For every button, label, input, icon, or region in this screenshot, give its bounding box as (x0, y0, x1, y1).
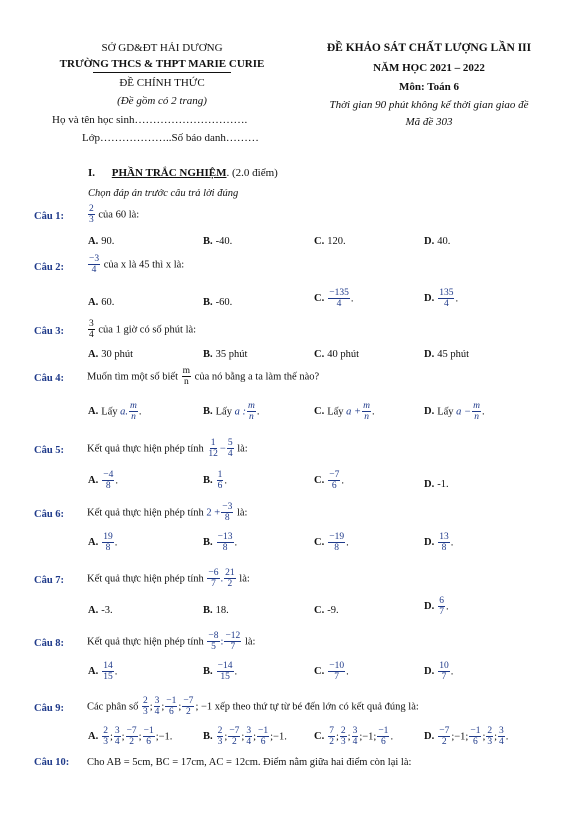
question-10-label: Câu 10: (34, 757, 70, 768)
section-title: PHẦN TRẮC NGHIỆM (111, 167, 227, 179)
exam-code: Mã đề 303 (405, 116, 453, 128)
q8-option-a[interactable]: A. $\frac{14}{15}$ . (88, 661, 118, 683)
q1-option-c[interactable]: C. 120. (314, 236, 346, 247)
q1-option-b[interactable]: B. -40. (203, 236, 233, 247)
fraction: $\frac{3}{4}$ (89, 319, 94, 341)
question-5-label: Câu 5: (34, 445, 65, 456)
q6-option-a[interactable]: A. $\frac{19}{8}$ . (88, 532, 118, 554)
q1-option-d[interactable]: D. 40. (424, 236, 451, 247)
q3-option-d[interactable]: D. 45 phút (424, 349, 470, 360)
question-5-text: Kết quả thực hiện phép tính $\frac{1}{12}$ − $\frac{5}{4}$ là: (87, 438, 248, 460)
school-underline (93, 72, 231, 73)
q2-option-a[interactable]: A. 60. (88, 297, 115, 308)
question-7-text: Kết quả thực hiện phép tính $\frac{-6}{7}$ . $\frac{21}{2}$ là: (87, 568, 250, 590)
question-8-text: Kết quả thực hiện phép tính $\frac{-8}{5}$ : $\frac{-12}{7}$ là: (87, 631, 256, 653)
q9-option-c[interactable]: C. $\frac{7}{2}$ ; $\frac{2}{3}$ ; $\frac{3}{4}$ ;−1; $\frac{-1}{6}$ . (314, 726, 394, 748)
department-name: SỞ GD&ĐT HẢI DƯƠNG (101, 42, 223, 54)
pages-note: (Đề gồm có 2 trang) (117, 95, 207, 107)
q4-option-b[interactable]: B. Lấy a : $\frac{m}{n}$ . (203, 401, 260, 423)
q7-option-c[interactable]: C. -9. (314, 605, 339, 616)
q6-option-c[interactable]: C. $\frac{-19}{8}$ . (314, 532, 349, 554)
q7-option-a[interactable]: A. -3. (88, 605, 113, 616)
subject: Môn: Toán 6 (399, 81, 459, 93)
q6-option-d[interactable]: D. $\frac{13}{8}$ . (424, 532, 454, 554)
q9-option-b[interactable]: B. $\frac{2}{3}$ ; $\frac{-7}{2}$ ; $\frac{3}{4}$ ; $\frac{-1}{6}$ ;−1. (203, 726, 287, 748)
question-7-label: Câu 7: (34, 575, 65, 586)
q2-option-b[interactable]: B. -60. (203, 297, 233, 308)
school-year: NĂM HỌC 2021 – 2022 (373, 62, 485, 74)
school-name: TRƯỜNG THCS & THPT MARIE CURIE (59, 58, 265, 70)
question-3-text (87, 319, 196, 341)
q5-option-b[interactable]: B. $\frac{1}{6}$ . (203, 470, 228, 492)
q4-option-c[interactable]: C. Lấy a + $\frac{m}{n}$ . (314, 401, 375, 423)
q3-option-c[interactable]: C. 40 phút (314, 349, 360, 360)
q5-option-a[interactable]: A. $\frac{-4}{8}$ . (88, 470, 118, 492)
q8-option-c[interactable]: C. $\frac{-10}{7}$ . (314, 661, 349, 683)
question-text: của x là 45 thì x là: (103, 259, 185, 271)
question-3-label: Câu 3: (34, 326, 65, 337)
q2-option-c[interactable]: C. $\frac{-135}{4}$ . (314, 288, 354, 310)
class-line: Lớp………………..Số báo danh……… (82, 132, 259, 144)
q9-option-d[interactable]: D. $\frac{-7}{2}$ ;−1; $\frac{-1}{6}$ ; $\frac{2}{3}$ ; $\frac{3}{4}$ . (424, 726, 509, 748)
q5-option-d[interactable]: D. -1. (424, 479, 449, 490)
q8-option-b[interactable]: B. $\frac{-14}{15}$ . (203, 661, 238, 683)
question-2-text (87, 254, 184, 276)
q8-option-d[interactable]: D. $\frac{10}{7}$ . (424, 661, 454, 683)
q7-option-b[interactable]: B. 18. (203, 605, 229, 616)
q1-option-a[interactable]: A. 90. (88, 236, 115, 247)
section-points: . (2.0 điểm) (226, 167, 278, 179)
question-2-label: Câu 2: (34, 262, 65, 273)
q9-option-a[interactable]: A. $\frac{2}{3}$ ; $\frac{3}{4}$ ; $\frac{-7}{2}$ ; $\frac{-1}{6}$ ;−1. (88, 726, 173, 748)
question-6-text: Kết quả thực hiện phép tính 2 + $\frac{-3}{8}$ là: (87, 502, 248, 524)
q2-option-d[interactable]: D. $\frac{135}{4}$ . (424, 288, 459, 310)
q4-option-d[interactable]: D. Lấy a − $\frac{m}{n}$ . (424, 401, 485, 423)
section-heading (88, 167, 278, 179)
question-9-label: Câu 9: (34, 703, 65, 714)
q7-option-d[interactable]: D. $\frac{6}{7}$ . (424, 596, 449, 618)
fraction: $\frac{-3}{4}$ (89, 254, 100, 276)
question-1-text (87, 204, 139, 226)
q5-option-c[interactable]: C. $\frac{-7}{6}$ . (314, 470, 344, 492)
question-9-text: Các phân số $\frac{2}{3}$ ; $\frac{3}{4}$ ; $\frac{-1}{6}$ ; $\frac{-7}{2}$ ; −1 xếp theo thứ tự từ bé đến lớn có kết quả đúng là: (87, 696, 419, 718)
question-text: của 1 giờ có số phút là: (98, 324, 197, 336)
student-name-line: Họ và tên học sinh…………………………. (52, 114, 248, 126)
q3-option-b[interactable]: B. 35 phút (203, 349, 248, 360)
q6-option-b[interactable]: B. $\frac{-13}{8}$ . (203, 532, 238, 554)
question-text: của 60 là: (98, 209, 140, 221)
q3-option-a[interactable]: A. 30 phút (88, 349, 134, 360)
question-6-label: Câu 6: (34, 509, 65, 520)
q4-option-a[interactable]: A. Lấy a. $\frac{m}{n}$ . (88, 401, 142, 423)
section-instruction: Chọn đáp án trước câu trả lời đúng (88, 188, 239, 199)
section-number: I. (88, 167, 96, 179)
question-1-label: Câu 1: (34, 211, 65, 222)
exam-title: ĐỀ KHẢO SÁT CHẤT LƯỢNG LẦN III (326, 42, 532, 54)
fraction: $\frac{m}{n}$ (182, 366, 191, 388)
question-4-label: Câu 4: (34, 373, 65, 384)
question-8-label: Câu 8: (34, 638, 65, 649)
official-label: ĐỀ CHÍNH THỨC (119, 77, 205, 89)
question-4-text: Muốn tìm một số biết $\frac{m}{n}$ của nó bằng a ta làm thế nào? (87, 366, 320, 388)
question-10-text: Cho AB = 5cm, BC = 17cm, AC = 12cm. Điểm nằm giữa hai điểm còn lại là: (87, 757, 412, 768)
time-note: Thời gian 90 phút không kể thời gian giao đề (329, 99, 529, 111)
fraction: $\frac{2}{3}$ (89, 204, 94, 226)
